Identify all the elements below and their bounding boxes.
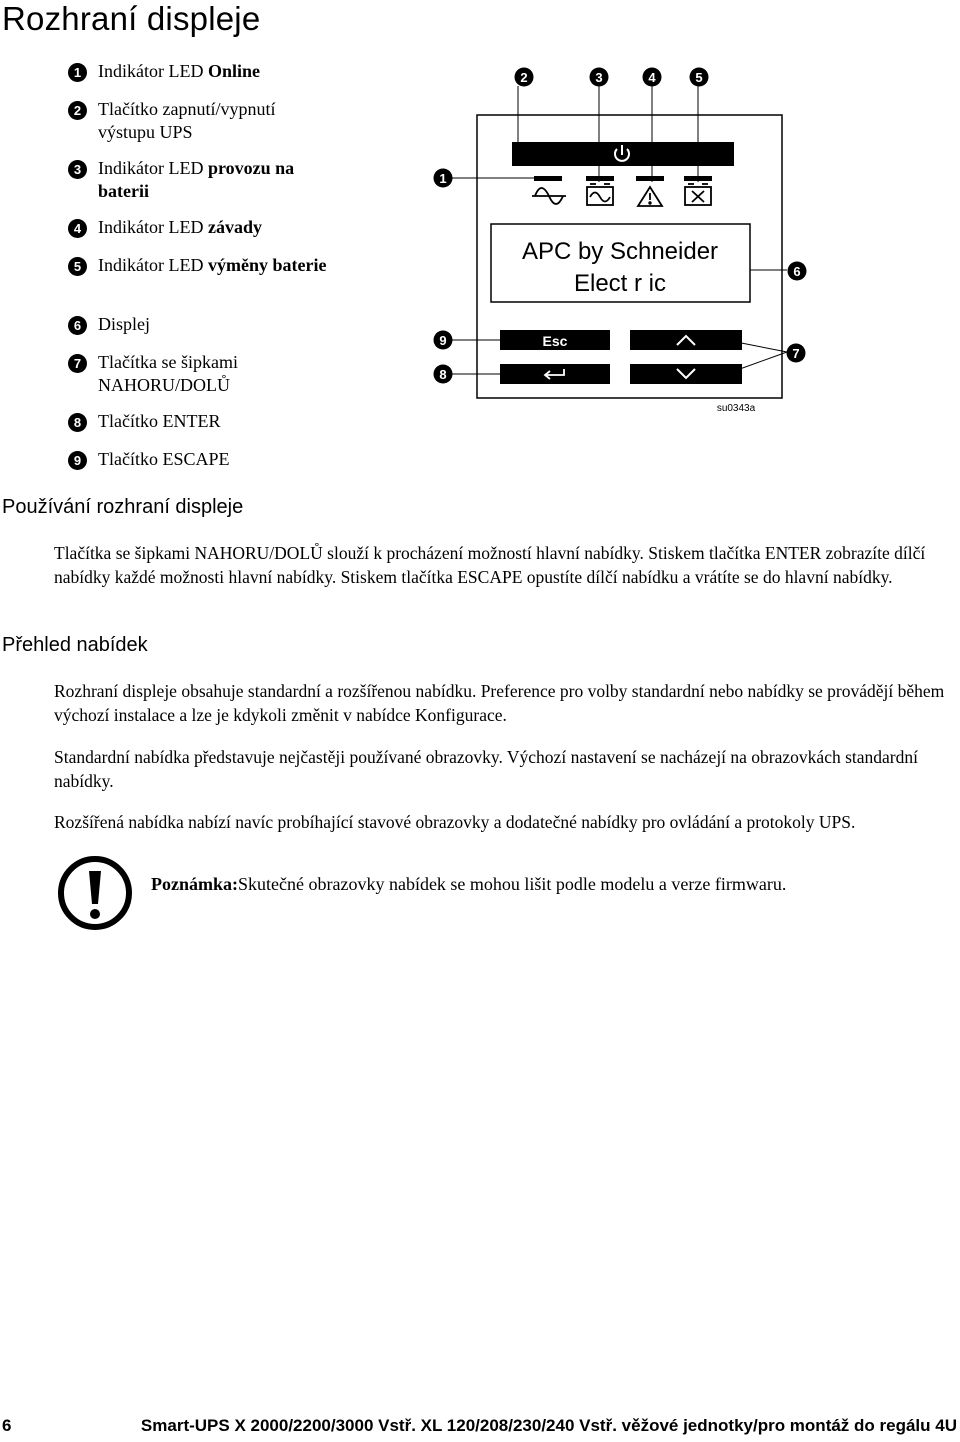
legend-bold-text: provozu na baterii: [98, 158, 295, 201]
down-arrow-button: [630, 364, 742, 384]
legend-text: Indikátor LED: [98, 217, 208, 237]
section-heading-usage: Používání rozhraní displeje: [2, 496, 244, 518]
footer-doc-title: Smart-UPS X 2000/2200/3000 Vstř. XL 120/208/230/240 Vstř. věžové jednotky/pro montáž do regálu 4U: [140, 1416, 957, 1435]
legend-item: [68, 410, 388, 433]
callout-badge: 4: [68, 219, 87, 238]
legend-text: Tlačítko ENTER: [98, 411, 221, 431]
led-on-battery: [586, 176, 614, 181]
note-text: [151, 874, 786, 895]
callout-badge: 1: [68, 63, 87, 82]
callout-1-label: 1: [439, 171, 447, 186]
callout-5-label: 5: [695, 70, 703, 85]
figure-code: su0343a: [716, 403, 756, 414]
callout-badge: 2: [68, 101, 87, 120]
enter-button: [500, 364, 610, 384]
page-number: 6: [2, 1416, 12, 1435]
callout-4-label: 4: [648, 70, 656, 85]
battery-x-icon: [685, 184, 711, 205]
legend-text: Tlačítko ESCAPE: [98, 449, 230, 469]
section-heading-menu-overview: Přehled nabídek: [2, 634, 148, 656]
callout-2-label: 2: [520, 70, 528, 85]
menu-overview-paragraph-2: Standardní nabídka představuje nejčastěji používané obrazovky. Výchozí nastavení se nacházejí na obrazovkách standardní nabídky.: [54, 747, 918, 791]
note-box: [56, 854, 936, 934]
legend-text: Tlačítka se šipkami NAHORU/DOLŮ: [98, 352, 238, 395]
up-arrow-button: [630, 330, 742, 350]
brand-line-1: APC by Schneider: [521, 238, 719, 265]
callout-9-label: 9: [439, 333, 447, 348]
legend-item: [68, 98, 388, 144]
callout-3-label: 3: [595, 70, 603, 85]
legend-text: Indikátor LED: [98, 158, 208, 178]
callout-badge: 9: [68, 451, 87, 470]
legend-text: Displej: [98, 314, 150, 334]
sine-wave-icon: [532, 188, 566, 204]
legend-item: [68, 216, 388, 239]
legend-item: [68, 254, 388, 277]
legend-item: [68, 60, 388, 83]
menu-overview-paragraph-1: Rozhraní displeje obsahuje standardní a rozšířenou nabídku. Preference pro volby standardní nebo nabídky se provádějí během výchozí instalace a lze je kdykoli změnit v nabídce Konfigurace.: [54, 681, 945, 725]
callout-badge: 3: [68, 160, 87, 179]
legend-bold-text: Online: [207, 61, 260, 81]
battery-wave-icon: [587, 184, 613, 205]
note-body: Skutečné obrazovky nabídek se mohou lišit podle modelu a verze firmwaru.: [238, 874, 787, 894]
legend-bold-text: závady: [207, 217, 262, 237]
callout-badge: 7: [68, 354, 87, 373]
callout-6-label: 6: [793, 264, 801, 279]
section-usage-text: Tlačítka se šipkami NAHORU/DOLŮ slouží k procházení možností hlavní nabídky. Stiskem tlačítka ENTER zobrazíte dílčí nabídky každé možnosti hlavní nabídky. Stiskem tlačítka ESCAPE opustíte dílčí nabídku a vrátíte se do hlavní nabídky.: [54, 543, 926, 587]
brand-line-2: Elect r ic: [573, 270, 667, 297]
legend-item: [68, 351, 388, 397]
menu-overview-paragraph-3: Rozšířená nabídka nabízí navíc probíhající stavové obrazovky a dodatečné nabídky pro ovládání a protokoly UPS.: [54, 812, 856, 832]
callout-badge: 6: [68, 316, 87, 335]
page-title: Rozhraní displeje: [2, 0, 261, 37]
warning-icon: [638, 187, 662, 206]
legend-item: [68, 448, 388, 471]
esc-label: Esc: [542, 333, 568, 349]
callout-badge: 5: [68, 257, 87, 276]
page-footer: [2, 1416, 957, 1436]
callout-badge: 8: [68, 413, 87, 432]
legend-text: Tlačítko zapnutí/vypnutí výstupu UPS: [98, 99, 276, 142]
led-fault: [636, 176, 664, 181]
callout-7-label: 7: [792, 346, 800, 361]
legend-bold-text: výměny baterie: [207, 255, 327, 275]
exclamation-icon: [56, 854, 134, 932]
legend-text: Indikátor LED: [98, 61, 208, 81]
legend-text: Indikátor LED: [98, 255, 208, 275]
display-interface-diagram: [420, 60, 820, 420]
legend-item: [68, 157, 388, 203]
legend-item: [68, 313, 388, 336]
note-label: Poznámka:: [151, 874, 238, 894]
callout-8-label: 8: [439, 367, 447, 382]
